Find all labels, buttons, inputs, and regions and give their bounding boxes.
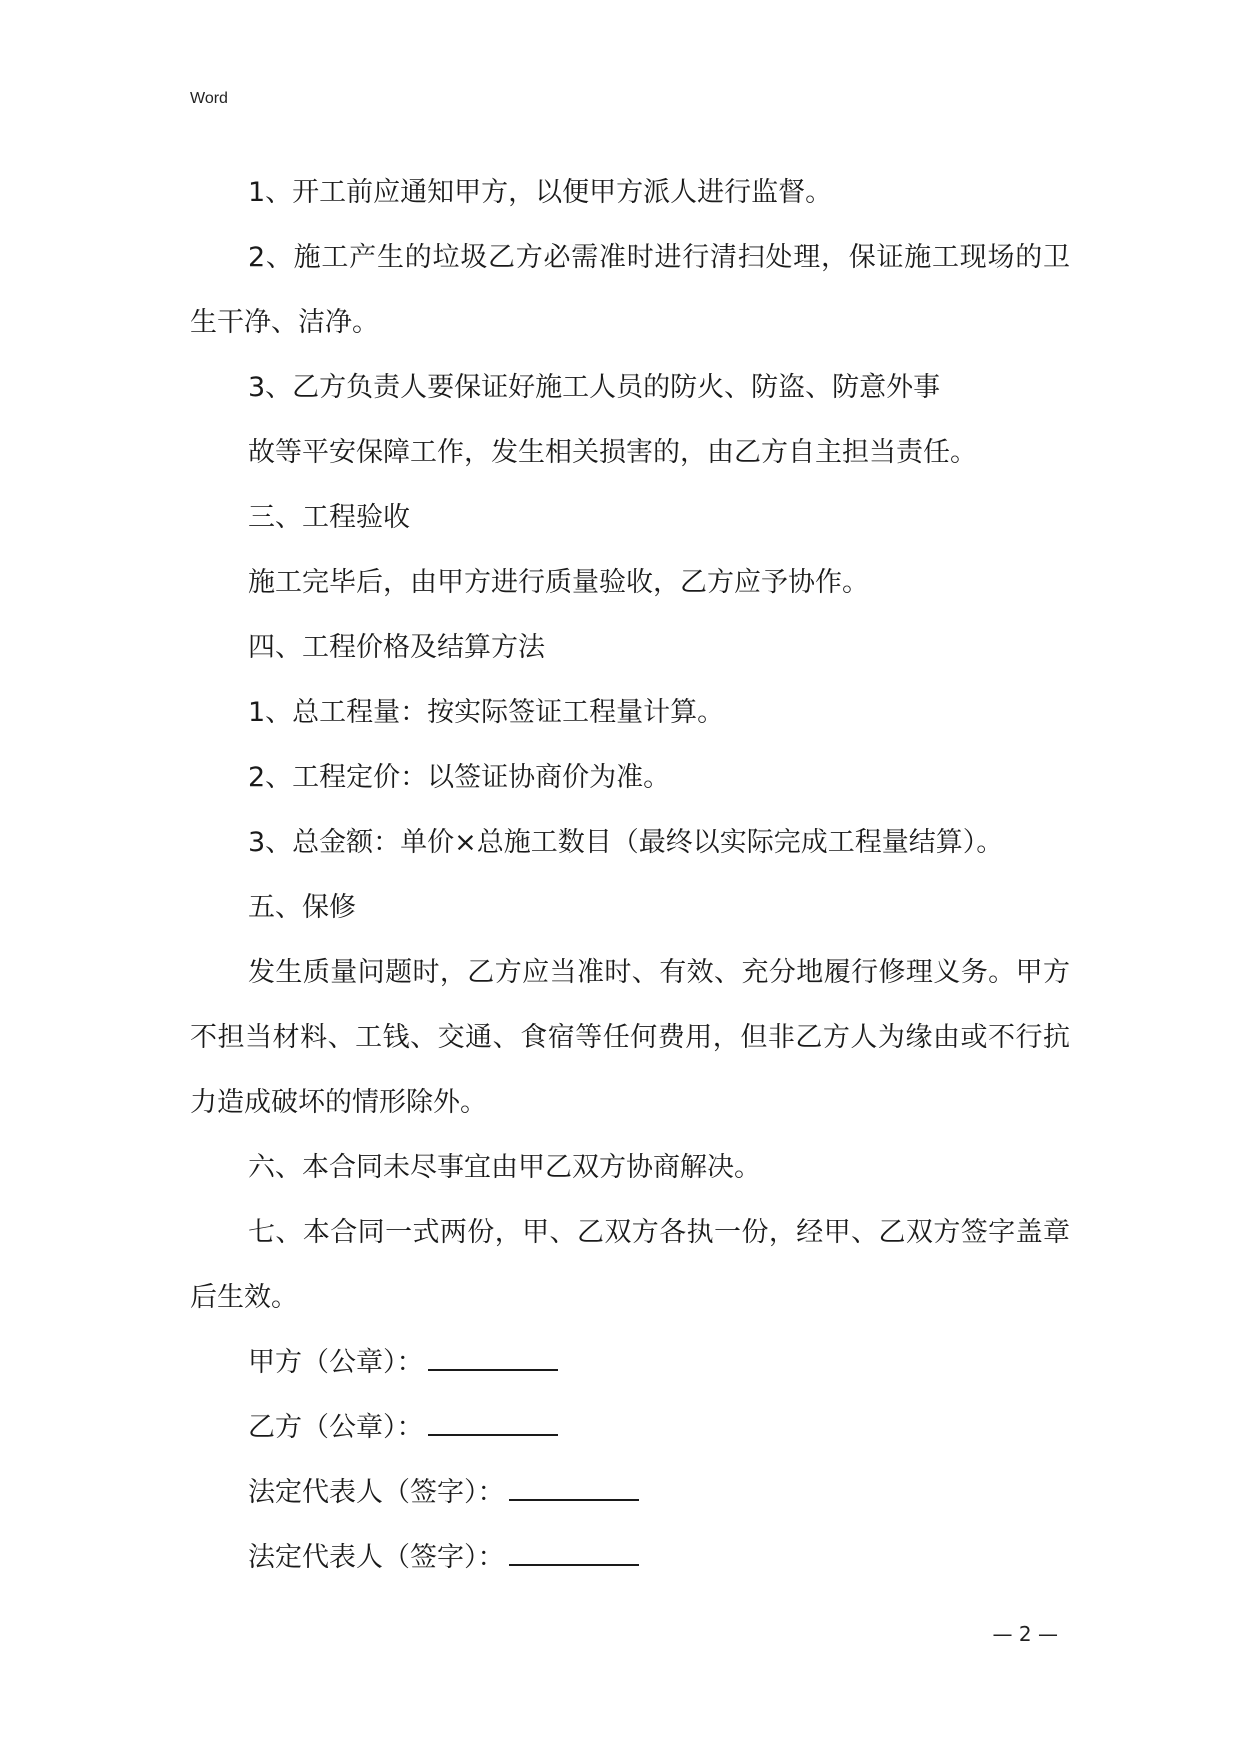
pricing-item-1: 1、总工程量：按实际签证工程量计算。 [248,697,725,728]
clause-3-line-2: 故等平安保障工作，发生相关损害的，由乙方自主担当责任。 [248,437,977,468]
page-number: — 2 — [992,1622,1058,1646]
signature-party-b [190,1395,1070,1460]
clause-3-line-1: 3、乙方负责人要保证好施工人员的防火、防盗、防意外事 [248,372,941,403]
section-7-text: 七、本合同一式两份，甲、乙双方各执一份，经甲、乙双方签字盖章后生效。 [190,1217,1070,1313]
signature-blank-line[interactable] [509,1477,639,1501]
section-heading-acceptance: 三、工程验收 [248,502,410,533]
pricing-item-3: 3、总金额：单价×总施工数目（最终以实际完成工程量结算）。 [248,827,1004,858]
signature-representative-2 [190,1525,1070,1590]
signature-blank-line[interactable] [428,1347,558,1371]
warranty-text: 发生质量问题时，乙方应当准时、有效、充分地履行修理义务。甲方不担当材料、工钱、交通、食宿等任何费用，但非乙方人为缘由或不行抗力造成破坏的情形除外。 [190,957,1070,1118]
signature-representative-1 [190,1460,1070,1525]
acceptance-text: 施工完毕后，由甲方进行质量验收，乙方应予协作。 [248,567,869,598]
signature-blank-line[interactable] [509,1542,639,1566]
pricing-item-2: 2、工程定价：以签证协商价为准。 [248,762,671,793]
section-6-text: 六、本合同未尽事宜由甲乙双方协商解决。 [248,1152,761,1183]
signature-label: 乙方（公章）： [248,1412,424,1443]
section-heading-pricing: 四、工程价格及结算方法 [248,632,545,663]
clause-1: 1、开工前应通知甲方，以便甲方派人进行监督。 [248,177,833,208]
signature-label: 法定代表人（签字）： [248,1542,505,1573]
signature-party-a [190,1330,1070,1395]
signature-label: 法定代表人（签字）： [248,1477,505,1508]
document-header: Word [190,90,228,107]
document-body [190,160,1070,1590]
section-heading-warranty: 五、保修 [248,892,356,923]
signature-blank-line[interactable] [428,1412,558,1436]
clause-2: 2、施工产生的垃圾乙方必需准时进行清扫处理，保证施工现场的卫生干净、洁净。 [190,242,1070,338]
signature-label: 甲方（公章）： [248,1347,424,1378]
